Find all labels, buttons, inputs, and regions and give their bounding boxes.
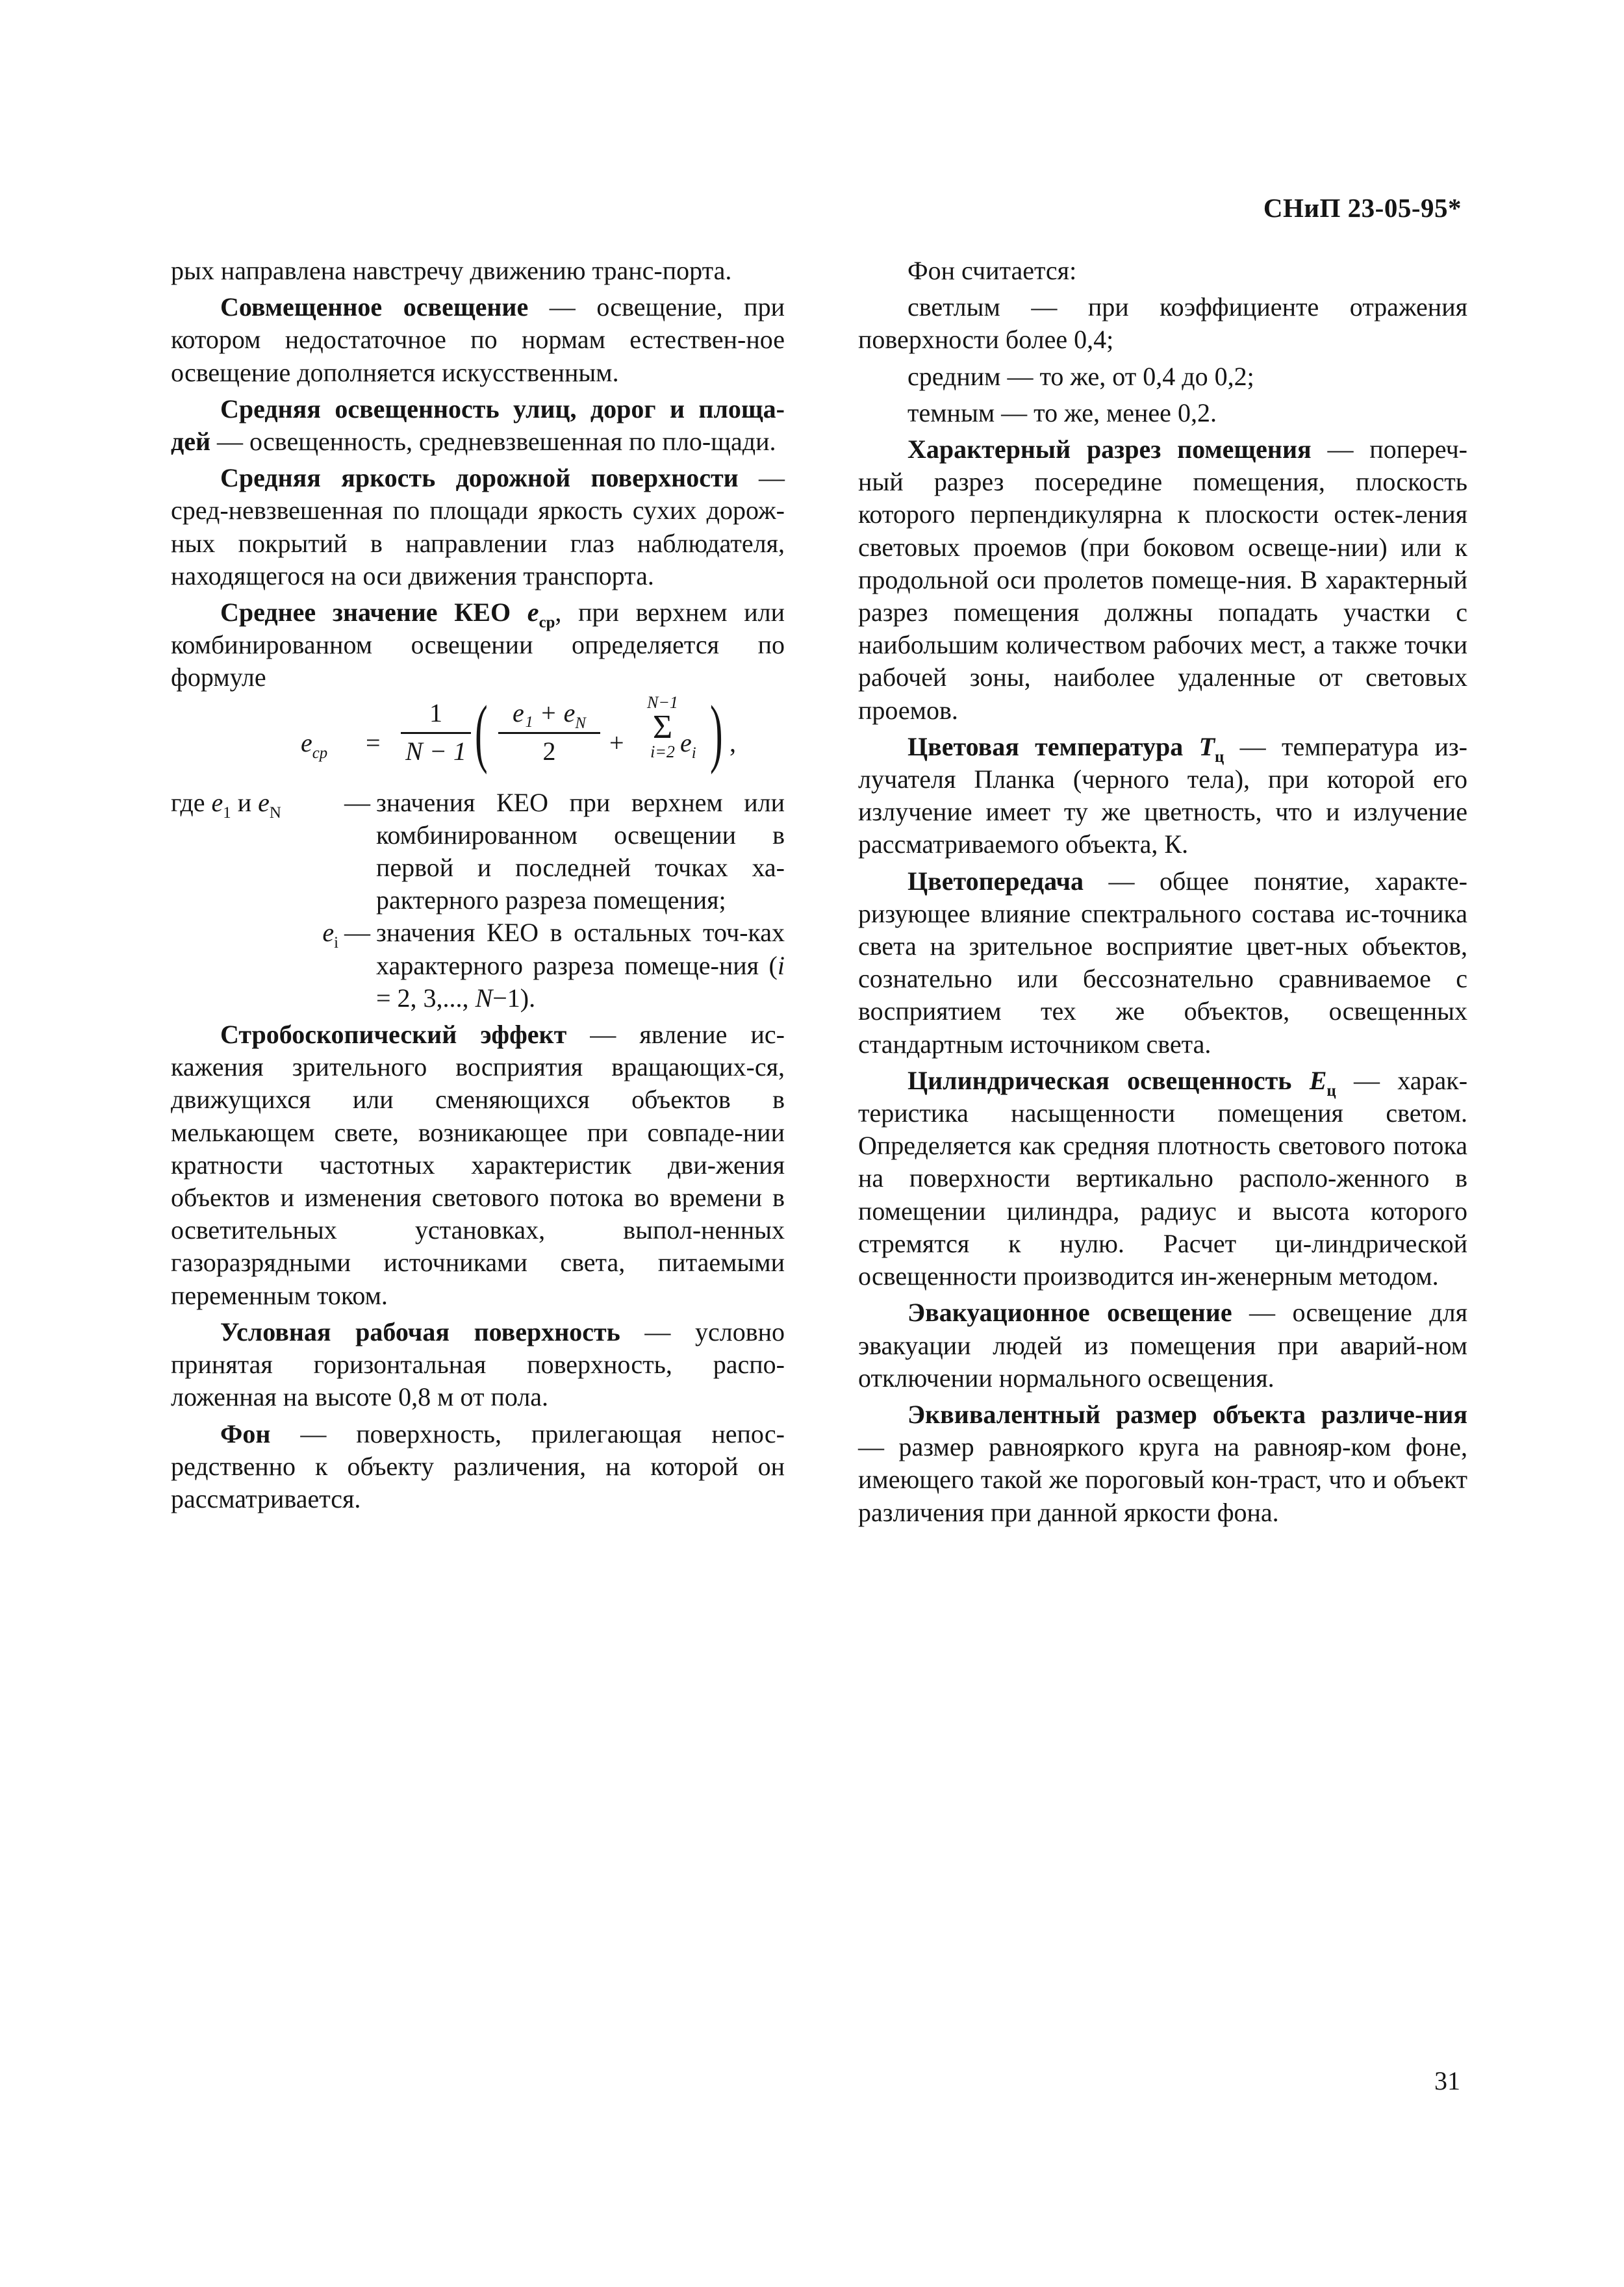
definition-color-rendering <box>858 865 1467 1061</box>
right-column <box>858 255 1467 1533</box>
background-dark: темным — то же, менее 0,2. <box>907 398 1217 427</box>
definition-background <box>171 1418 785 1516</box>
term-label: Цветовая температура <box>907 731 1199 761</box>
definition-text: — освещенность, средневзвешенная по пло-щади. <box>210 427 776 457</box>
formula-mean-daylight-factor <box>171 689 785 781</box>
term: Совмещенное освещение <box>220 292 529 322</box>
formula-subscript: i <box>691 744 696 762</box>
conjunction: и <box>231 787 259 817</box>
definition-equivalent-size <box>858 1398 1467 1529</box>
variable: e <box>211 787 223 817</box>
definition-characteristic-section <box>858 433 1467 727</box>
explanation-dash: — <box>344 787 370 817</box>
definition-text: — освещение для эвакуации людей из помещения при аварий-ном отключении нормального освещения. <box>858 1298 1467 1393</box>
formula-variable: e <box>301 727 312 757</box>
term: Цветопередача <box>907 866 1084 896</box>
definition-text: — поверхность, прилегающая непос-редственно к объекту различения, на которой он рассматривается. <box>171 1419 785 1513</box>
fraction-bar <box>498 732 600 734</box>
definition-color-temperature <box>858 731 1467 861</box>
definition-street-illuminance <box>171 393 785 458</box>
explanation-text-part: −1). <box>492 983 536 1013</box>
term: Средняя освещенность улиц, дорог и площа-дей <box>171 394 785 457</box>
sum-lower-limit: i=2 <box>650 742 675 761</box>
sum-upper-limit: N−1 <box>647 692 678 712</box>
subscript: ц <box>1215 748 1224 766</box>
term <box>220 598 555 631</box>
definition-mean-daylight-factor <box>171 596 785 694</box>
formula-term: e₁ + e <box>513 698 576 727</box>
term: Условная рабочая поверхность <box>220 1317 620 1346</box>
explanation-row-ei <box>171 916 785 1015</box>
variable: e <box>527 598 539 627</box>
variable: N <box>475 983 493 1013</box>
definition-text: — общее понятие, характе-ризующее влияние спектрального состава ис-точника света на зрительное восприятие цвет-ных объектов, сознательно или бессознательно сравниваемое с восприятием тех же объектов, освещенных стандартным источником света. <box>858 866 1467 1059</box>
right-paren: ) <box>710 689 723 775</box>
definition-work-surface <box>171 1316 785 1414</box>
term: Фон <box>220 1419 271 1448</box>
background-medium: средним — то же, от 0,4 до 0,2; <box>907 361 1254 391</box>
term: Средняя яркость дорожной поверхности <box>220 463 739 493</box>
definition-text: — температура из-лучателя Планка (черного тела), при которой его излучение имеет ту же цветность, что и излучение рассматриваемого объекта, К. <box>858 731 1467 859</box>
background-classification-intro: Фон считается: <box>907 256 1077 285</box>
explanation-label <box>171 916 338 1015</box>
term <box>907 731 1224 766</box>
definition-text: — явление ис-кажения зрительного восприятия вращающих-ся, движущихся или сменяющихся объектов в мелькающем свете, возникающее при совпаде-нии кратности частотных характеристик дви-жения объектов и изменения светового потока во времени в осветительных установках, выпол-ненных газоразрядными источниками света, питаемыми переменным током. <box>171 1020 785 1310</box>
subscript: i <box>334 934 338 952</box>
definition-text: — харак-теристика насыщенности помещения светом. Определяется как средняя плотность светового потока на поверхности вертикально располо-женного в помещении цилиндра, радиус и высота которого стремятся к нулю. Расчет ци-линдрической освещенности производится ин-женерным методом. <box>858 1065 1468 1291</box>
formula-numerator: 1 <box>429 698 442 727</box>
page-number: 31 <box>1434 2066 1460 2095</box>
explanation-text <box>376 916 785 1015</box>
variable: e <box>322 918 335 948</box>
formula-denominator: 2 <box>542 736 556 766</box>
explanation-text-part: значения КЕО в остальных точ-ках характерного разреза помеще-ния ( <box>376 918 785 980</box>
fraction-bar <box>401 732 471 734</box>
variable: E <box>1309 1065 1327 1095</box>
paragraph-continuation: рых направлена навстречу движению транс-порта. <box>171 256 732 285</box>
formula-subscript: ср <box>312 744 328 762</box>
subscript: 1 <box>223 803 231 822</box>
left-paren: ( <box>475 689 488 775</box>
explanation-dash: — <box>344 918 370 948</box>
background-light: светлым — при коэффициенте отражения поверхности более 0,4; <box>858 292 1467 355</box>
variable: e <box>258 787 270 817</box>
term-label: Среднее значение КЕО <box>220 598 527 627</box>
explanation-text: значения КЕО при верхнем или комбинированном освещении в первой и последней точках ха-рактерного разреза помещения; <box>376 787 785 915</box>
definition-text: — освещение, при котором недостаточное по нормам естествен-ное освещение дополняется искусственным. <box>171 292 785 387</box>
definition-road-luminance <box>171 462 785 592</box>
definition-text: — попереч-ный разрез посередине помещения, плоскость которого перпендикулярна к плоскости остек-ления световых проемов (при боковом освеще-нии) или к продольной оси пролетов помеще-ния. В характерный разрез помещения должны попадать участки с наибольшим количеством рабочих мест, а также точки рабочей зоны, наиболее удаленные от световых проемов. <box>858 435 1468 725</box>
formula-numerator <box>496 698 603 732</box>
formula-fraction-1 <box>397 698 475 766</box>
formula-plus: + <box>609 727 624 757</box>
subscript: N <box>269 803 281 822</box>
formula-lhs <box>301 727 328 762</box>
term: Характерный разрез помещения <box>907 435 1312 464</box>
definition-cylindrical-illuminance <box>858 1065 1467 1293</box>
formula-summand <box>680 727 696 762</box>
explanation-text-part: = 2, 3,..., <box>376 983 476 1013</box>
definition-text: — условно принятая горизонтальная поверхность, распо-ложенная на высоте 0,8 м от пола. <box>171 1317 785 1412</box>
formula-variable: e <box>680 727 692 757</box>
definition-text: — сред-невзвешенная по площади яркость сухих дорож-ных покрытий в направлении глаз наблюдателя, находящегося на оси движения транспорта. <box>171 463 785 590</box>
definition-stroboscopic-effect <box>171 1018 785 1312</box>
definition-text: — размер равнояркого круга на равнояр-ком фоне, имеющего такой же пороговый кон-траст, что и объект различения при данной яркости фона. <box>858 1432 1467 1527</box>
term: Эквивалентный размер объекта различе-ния <box>907 1399 1467 1429</box>
sigma-symbol: Σ <box>652 708 673 746</box>
term: Стробоскопический эффект <box>220 1020 567 1050</box>
where-word: где <box>171 787 212 817</box>
subscript: ср <box>539 613 555 631</box>
formula-fraction-2 <box>496 698 603 766</box>
explanation-row-e1-eN <box>171 787 785 917</box>
formula-summation <box>640 693 685 762</box>
formula-denominator: N − 1 <box>405 736 466 766</box>
term: Эвакуационное освещение <box>907 1298 1232 1328</box>
formula-subscript: N <box>575 714 586 732</box>
formula-explanation <box>171 787 785 1015</box>
subscript: ц <box>1326 1081 1336 1100</box>
term-label: Цилиндрическая освещенность <box>907 1065 1310 1095</box>
variable: T <box>1199 731 1215 761</box>
term <box>907 1065 1336 1100</box>
document-code-header: СНиП 23-05-95* <box>1263 193 1462 223</box>
left-column <box>171 255 785 1519</box>
formula-comma: , <box>730 727 736 757</box>
definition-combined-lighting <box>171 291 785 389</box>
definition-evacuation-lighting <box>858 1296 1467 1395</box>
variable: i <box>777 950 785 980</box>
formula-equals: = <box>366 727 381 757</box>
explanation-label <box>171 787 338 917</box>
definition-text: , при верхнем или комбинированном освещении определяется по формуле <box>171 598 785 692</box>
